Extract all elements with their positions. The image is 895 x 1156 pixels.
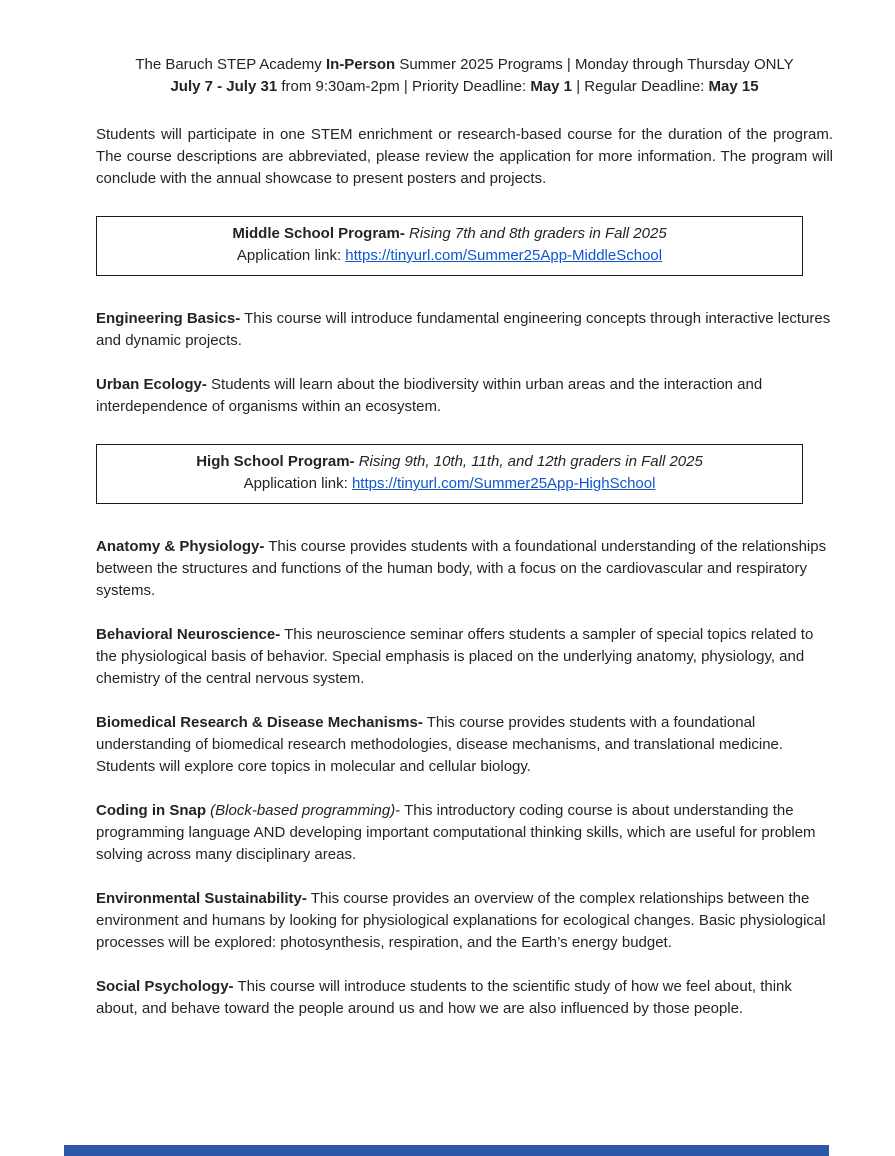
header-dates: July 7 - July 31 [170, 78, 278, 95]
course-description: This course will introduce students to the scientific study of how we feel about, think about, and behave toward the people around us and how we are also influenced by those people. [96, 978, 792, 1017]
course-title: Behavioral Neuroscience- [96, 626, 281, 643]
header-text: | Regular Deadline: [572, 78, 709, 95]
course-paragraph-engineering-basics [96, 308, 833, 352]
high-school-program-box [96, 444, 803, 504]
high-school-program-title: High School Program- [196, 453, 355, 470]
course-paragraph-coding-in-snap [96, 800, 833, 866]
course-title: Environmental Sustainability- [96, 890, 307, 907]
header-text: from 9:30am-2pm | Priority Deadline: [277, 78, 531, 95]
intro-paragraph: Students will participate in one STEM enrichment or research-based course for the duration of the program. The course descriptions are abbreviated, please review the application for more information. The program will conclude with the annual showcase to present posters and projects. [96, 126, 833, 187]
course-description: - This introductory coding course is about understanding the programming language AND developing important computational thinking skills, which are useful for problem solving across many disciplinary areas. [96, 802, 816, 863]
header-line-1 [96, 54, 833, 76]
regular-deadline-date: May 15 [708, 78, 759, 95]
middle-school-program-title: Middle School Program- [232, 225, 405, 242]
course-title: Social Psychology- [96, 978, 234, 995]
course-title: Biomedical Research & Disease Mechanisms- [96, 714, 423, 731]
course-paragraph-biomedical-research [96, 712, 833, 778]
header-text: Summer 2025 Programs | Monday through Thursday ONLY [395, 56, 794, 73]
course-paragraph-urban-ecology [96, 374, 833, 418]
application-link-label: Application link: [236, 247, 346, 264]
course-title: Engineering Basics- [96, 310, 241, 327]
document-header [96, 54, 833, 98]
course-title-parenthetical: (Block-based programming) [206, 802, 396, 819]
course-title: Anatomy & Physiology- [96, 538, 265, 555]
course-title: Coding in Snap [96, 802, 206, 819]
course-description: This course will introduce fundamental engineering concepts through interactive lectures and dynamic projects. [96, 310, 831, 349]
header-emphasis-in-person: In-Person [325, 56, 396, 73]
middle-school-program-box [96, 216, 803, 276]
course-description: This neuroscience seminar offers students a sampler of special topics related to the physiological basis of behavior. Special emphasis is placed on the underlying anatomy, physiology, and chemistry of the central nervous system. [96, 626, 814, 687]
course-paragraph-social-psychology [96, 976, 833, 1020]
course-description: This course provides an overview of the complex relationships between the environment and humans by looking for physiological explanations for ecological changes. Basic physiological processes will be explored: photosynthesis, respiration, and the Earth’s energy budget. [96, 890, 826, 951]
course-paragraph-anatomy-physiology [96, 536, 833, 602]
application-link-label: Application link: [243, 475, 352, 492]
middle-school-application-link[interactable]: https://tinyurl.com/Summer25App-MiddleSchool [345, 247, 663, 264]
high-school-program-heading [105, 451, 794, 473]
header-line-2 [96, 76, 833, 98]
header-text: The Baruch STEP Academy [135, 56, 326, 73]
course-description: This course provides students with a foundational understanding of biomedical research methodologies, disease mechanisms, and translational medicine. Students will explore core topics in molecular and cellular biology. [96, 714, 784, 775]
course-description: This course provides students with a foundational understanding of the relationships between the structures and functions of the human body, with a focus on the cardiovascular and respiratory systems. [96, 538, 827, 599]
middle-school-program-heading [105, 223, 794, 245]
course-paragraph-behavioral-neuroscience [96, 624, 833, 690]
course-description: Students will learn about the biodiversity within urban areas and the interaction and interdependence of organisms within an ecosystem. [96, 376, 763, 415]
bottom-banner-strip [64, 1145, 829, 1156]
high-school-application-line [105, 473, 794, 495]
high-school-application-link[interactable]: https://tinyurl.com/Summer25App-HighSchool [351, 475, 656, 492]
priority-deadline-date: May 1 [530, 78, 573, 95]
middle-school-application-line [105, 245, 794, 267]
high-school-program-subtitle: Rising 9th, 10th, 11th, and 12th graders in Fall 2025 [354, 453, 703, 470]
course-paragraph-environmental-sustainability [96, 888, 833, 954]
course-title: Urban Ecology- [96, 376, 207, 393]
middle-school-program-subtitle: Rising 7th and 8th graders in Fall 2025 [404, 225, 667, 242]
